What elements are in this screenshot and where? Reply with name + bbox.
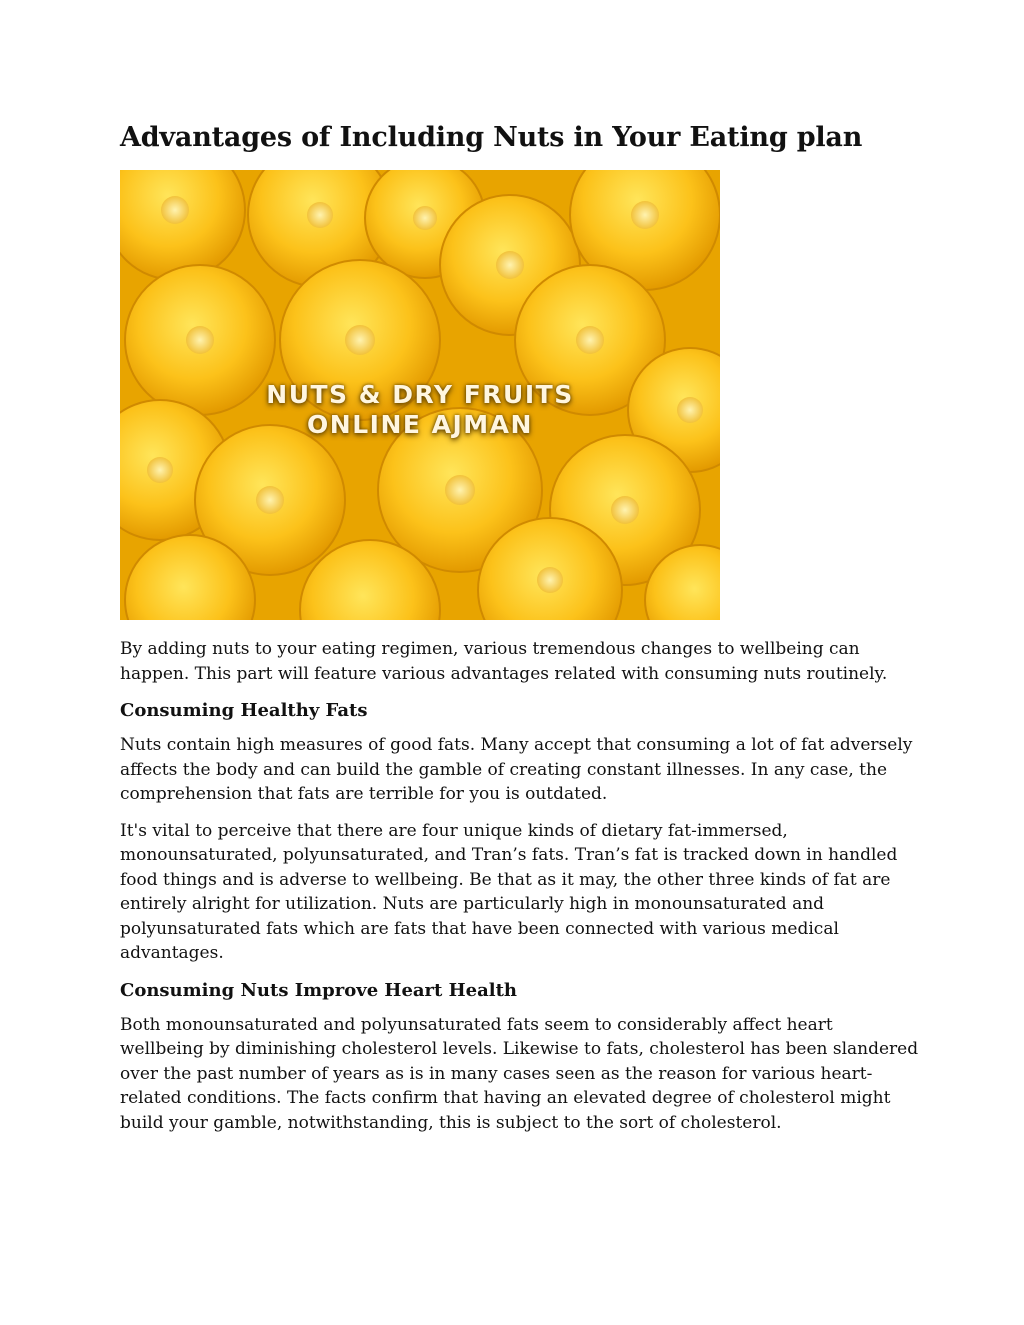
intro-paragraph: By adding nuts to your eating regimen, various tremendous changes to wellbeing can happen. This part will feature various advantages related with consuming nuts routinely. (120, 639, 888, 684)
image-caption (120, 380, 720, 440)
article (120, 118, 920, 1135)
image-caption-line1: NUTS & DRY FRUITS (266, 380, 574, 409)
heart-health-paragraph-1: Both monounsaturated and polyunsaturated fats seem to considerably affect heart wellbeing by diminishing cholesterol levels. Likewise to fats, cholesterol has been slandered over the past number of years as is in many cases seen as the reason for various heart-related conditions. The facts confirm that having an elevated degree of cholesterol might build your gamble, notwithstanding, this is subject to the sort of cholesterol. (120, 1014, 919, 1133)
section-heading-heart-health: Consuming Nuts Improve Heart Health (120, 979, 517, 1001)
section-heading-healthy-fats: Consuming Healthy Fats (120, 700, 368, 721)
article-title: Advantages of Including Nuts in Your Eating plan (120, 122, 863, 153)
healthy-fats-paragraph-1: Nuts contain high measures of good fats. Many accept that consuming a lot of fat adversely affects the body and can build the gamble of creating constant illnesses. In any case, the comprehension that fats are terrible for you is outdated. (120, 735, 913, 804)
dried-pineapple-image (120, 170, 720, 620)
healthy-fats-paragraph-2: It's vital to perceive that there are four unique kinds of dietary fat-immersed, monounsaturated, polyunsaturated, and Tran’s fats. Tran’s fat is tracked down in handled food things and is adverse to wellbeing. Be that as it may, the other three kinds of fat are entirely alright for utilization. Nuts are particularly high in monounsaturated and polyunsaturated fats which are fats that have been connected with various medical advantages. (120, 820, 898, 963)
image-caption-line2: ONLINE AJMAN (307, 410, 533, 439)
